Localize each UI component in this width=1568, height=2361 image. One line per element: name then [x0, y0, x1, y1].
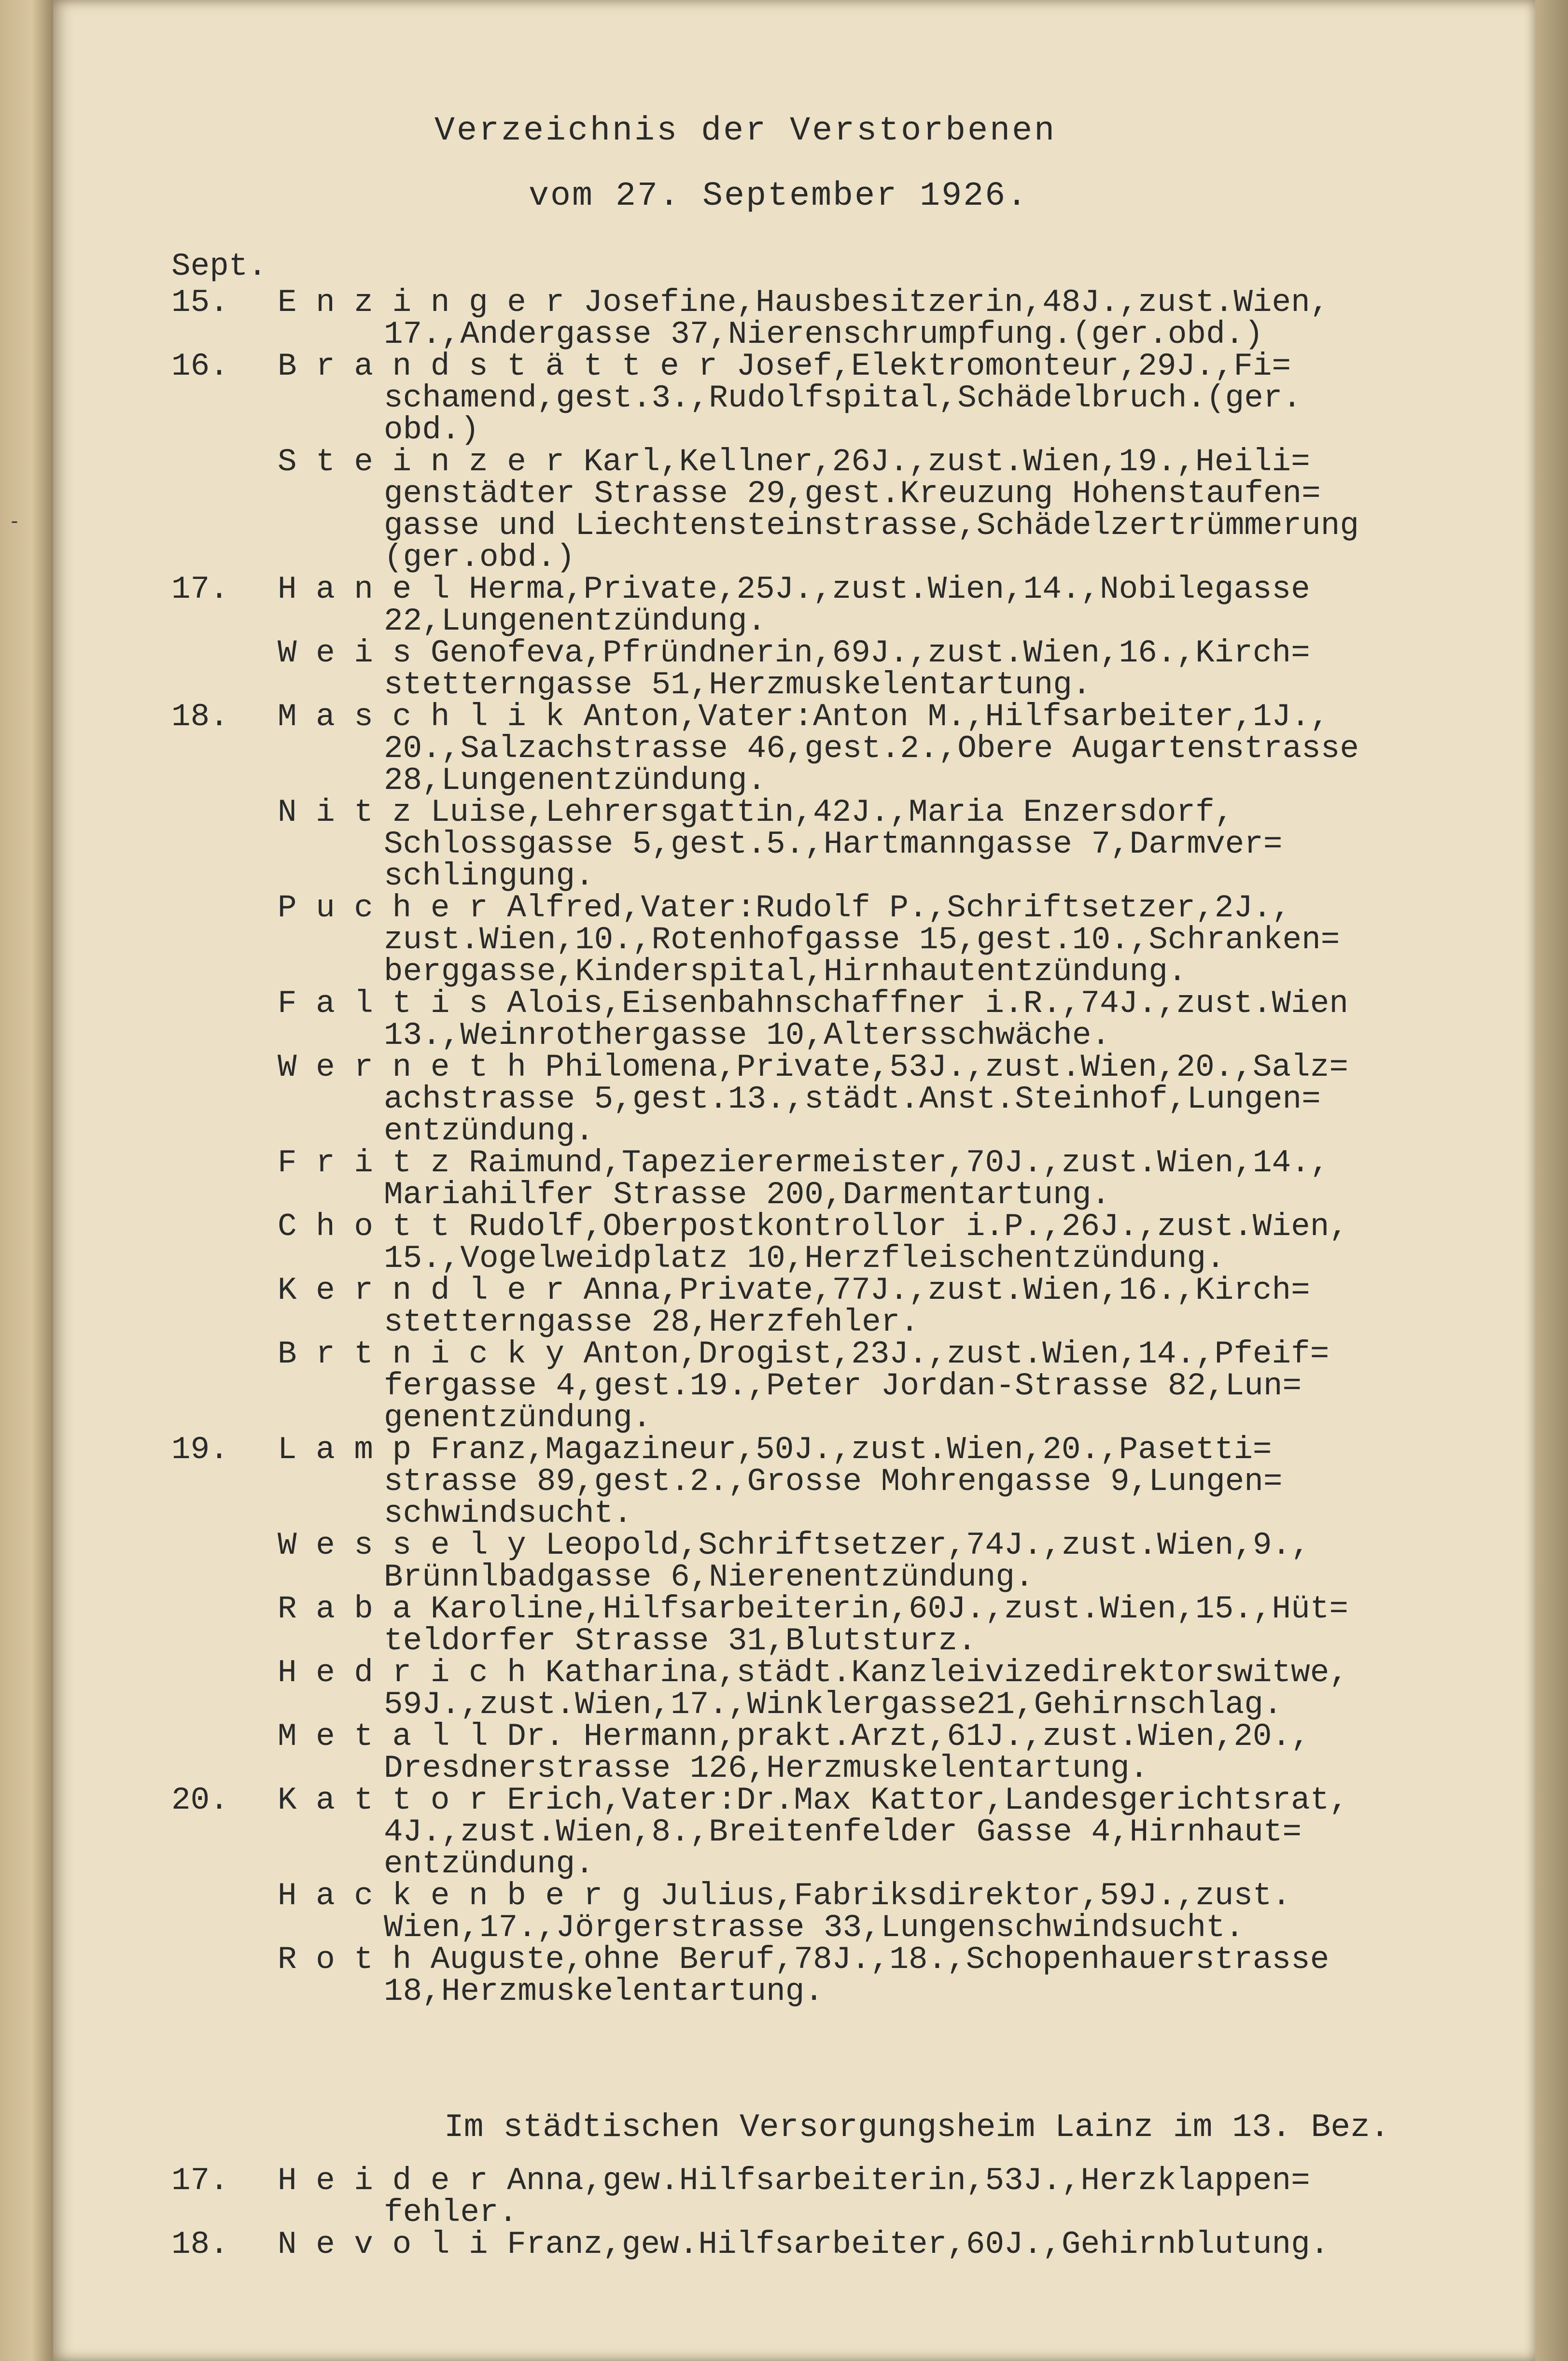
entry-day: 20. [171, 1782, 229, 1818]
entry-line-continuation: 20.,Salzachstrasse 46,gest.2.,Obere Augartenstrasse [384, 731, 1359, 767]
entry-line-continuation: 15.,Vogelweidplatz 10,Herzfleischentzündung. [384, 1240, 1225, 1277]
entry-line-continuation: Mariahilfer Strasse 200,Darmentartung. [384, 1177, 1111, 1213]
entry-line-continuation: fehler. [384, 2194, 518, 2231]
entry-line-first: M a s c h l i k Anton,Vater:Anton M.,Hilfsarbeiter,1J., [278, 699, 1330, 735]
entry-line-continuation: 22,Lungenentzündung. [384, 603, 767, 639]
entry-line-continuation: schamend,gest.3.,Rudolfspital,Schädelbruch.(ger. [384, 380, 1302, 416]
entry-line-continuation: genstädter Strasse 29,gest.Kreuzung Hohenstaufen= [384, 476, 1321, 512]
entry-line-continuation: 13.,Weinrothergasse 10,Altersschwäche. [384, 1017, 1111, 1054]
entry-line-first: K e r n d l e r Anna,Private,77J.,zust.Wien,16.,Kirch= [278, 1272, 1310, 1308]
entry-day: 17. [171, 2163, 229, 2199]
entry-day: 18. [171, 699, 229, 735]
entry-line-first: W e r n e t h Philomena,Private,53J.,zust.Wien,20.,Salz= [278, 1049, 1348, 1085]
entry-line-continuation: Wien,17.,Jörgerstrasse 33,Lungenschwindsucht. [384, 1910, 1245, 1946]
entry-line-continuation: Dresdnerstrasse 126,Herzmuskelentartung. [384, 1750, 1149, 1786]
entry-line-continuation: 59J.,zust.Wien,17.,Winklergasse21,Gehirnschlag. [384, 1686, 1283, 1723]
entry-line-first: S t e i n z e r Karl,Kellner,26J.,zust.Wien,19.,Heili= [278, 444, 1310, 480]
section-heading: Im städtischen Versorgungsheim Lainz im 13. Bez. [444, 2109, 1390, 2146]
month-label: Sept. [171, 248, 267, 284]
entry-line-continuation: (ger.obd.) [384, 539, 575, 576]
document-title: Verzeichnis der Verstorbenen [434, 112, 1057, 150]
entry-line-continuation: entzündung. [384, 1113, 594, 1149]
entry-line-first: F a l t i s Alois,Eisenbahnschaffner i.R.,74J.,zust.Wien [278, 985, 1348, 1022]
entry-day: 18. [171, 2226, 229, 2263]
entry-day: 17. [171, 571, 229, 607]
entry-line-continuation: zust.Wien,10.,Rotenhofgasse 15,gest.10.,Schranken= [384, 922, 1340, 958]
entry-line-first: C h o t t Rudolf,Oberpostkontrollor i.P.,26J.,zust.Wien, [278, 1209, 1348, 1245]
entry-line-continuation: schlingung. [384, 858, 594, 894]
entry-day: 16. [171, 348, 229, 384]
entry-line-first: E n z i n g e r Josefine,Hausbesitzerin,48J.,zust.Wien, [278, 284, 1330, 321]
entry-line-continuation: 4J.,zust.Wien,8.,Breitenfelder Gasse 4,Hirnhaut= [384, 1814, 1302, 1850]
entry-line-continuation: berggasse,Kinderspital,Hirnhautentzündung. [384, 954, 1187, 990]
entry-line-continuation: Schlossgasse 5,gest.5.,Hartmanngasse 7,Darmver= [384, 826, 1283, 862]
entry-line-continuation: 18,Herzmuskelentartung. [384, 1973, 824, 2010]
entry-line-first: N i t z Luise,Lehrersgattin,42J.,Maria Enzersdorf, [278, 794, 1234, 830]
entry-line-first: P u c h e r Alfred,Vater:Rudolf P.,Schriftsetzer,2J., [278, 890, 1291, 926]
entry-line-first: H a c k e n b e r g Julius,Fabriksdirektor,59J.,zust. [278, 1878, 1291, 1914]
entry-line-first: H e d r i c h Katharina,städt.Kanzleivizedirektorswitwe, [278, 1655, 1348, 1691]
entry-line-continuation: achstrasse 5,gest.13.,städt.Anst.Steinhof,Lungen= [384, 1081, 1321, 1117]
entry-line-first: M e t a l l Dr. Hermann,prakt.Arzt,61J.,zust.Wien,20., [278, 1718, 1310, 1755]
entry-line-first: H e i d e r Anna,gew.Hilfsarbeiterin,53J.,Herzklappen= [278, 2163, 1310, 2199]
entry-line-continuation: stetterngasse 51,Herzmuskelentartung. [384, 667, 1092, 703]
entry-line-first: B r a n d s t ä t t e r Josef,Elektromonteur,29J.,Fi= [278, 348, 1291, 384]
entry-line-continuation: fergasse 4,gest.19.,Peter Jordan-Strasse 82,Lun= [384, 1368, 1302, 1404]
entry-day: 19. [171, 1432, 229, 1468]
entry-line-continuation: 28,Lungenentzündung. [384, 762, 767, 799]
entry-line-first: N e v o l i Franz,gew.Hilfsarbeiter,60J.,Gehirnblutung. [278, 2226, 1330, 2263]
entry-line-first: R o t h Auguste,ohne Beruf,78J.,18.,Schopenhauerstrasse [278, 1941, 1330, 1978]
entry-line-continuation: entzündung. [384, 1846, 594, 1882]
entry-line-first: W e s s e l y Leopold,Schriftsetzer,74J.,zust.Wien,9., [278, 1527, 1310, 1563]
entry-line-continuation: gasse und Liechtensteinstrasse,Schädelzertrümmerung [384, 507, 1359, 544]
entry-line-continuation: Brünnlbadgasse 6,Nierenentzündung. [384, 1559, 1034, 1595]
entry-line-continuation: teldorfer Strasse 31,Blutsturz. [384, 1623, 977, 1659]
entry-line-first: B r t n i c k y Anton,Drogist,23J.,zust.Wien,14.,Pfeif= [278, 1336, 1330, 1372]
entry-line-continuation: 17.,Andergasse 37,Nierenschrumpfung.(ger.obd.) [384, 316, 1263, 352]
entry-line-first: W e i s Genofeva,Pfründnerin,69J.,zust.Wien,16.,Kirch= [278, 635, 1310, 671]
entry-line-first: L a m p Franz,Magazineur,50J.,zust.Wien,20.,Pasetti= [278, 1432, 1272, 1468]
entry-day: 15. [171, 284, 229, 321]
entry-line-continuation: stetterngasse 28,Herzfehler. [384, 1304, 919, 1340]
entry-line-continuation: strasse 89,gest.2.,Grosse Mohrengasse 9,Lungen= [384, 1463, 1283, 1500]
document-subtitle: vom 27. September 1926. [529, 177, 1029, 215]
entry-line-first: H a n e l Herma,Private,25J.,zust.Wien,14.,Nobilegasse [278, 571, 1310, 607]
entry-line-continuation: obd.) [384, 412, 480, 448]
entry-line-first: K a t t o r Erich,Vater:Dr.Max Kattor,Landesgerichtsrat, [278, 1782, 1348, 1818]
entry-line-continuation: genentzündung. [384, 1400, 652, 1436]
adjacent-page-edge [0, 0, 53, 2361]
entry-line-first: F r i t z Raimund,Tapezierermeister,70J.,zust.Wien,14., [278, 1145, 1330, 1181]
entry-line-first: R a b a Karoline,Hilfsarbeiterin,60J.,zust.Wien,15.,Hüt= [278, 1591, 1348, 1627]
entry-line-continuation: schwindsucht. [384, 1495, 632, 1532]
margin-marks: - [9, 512, 21, 534]
page-edge [1535, 0, 1568, 2361]
